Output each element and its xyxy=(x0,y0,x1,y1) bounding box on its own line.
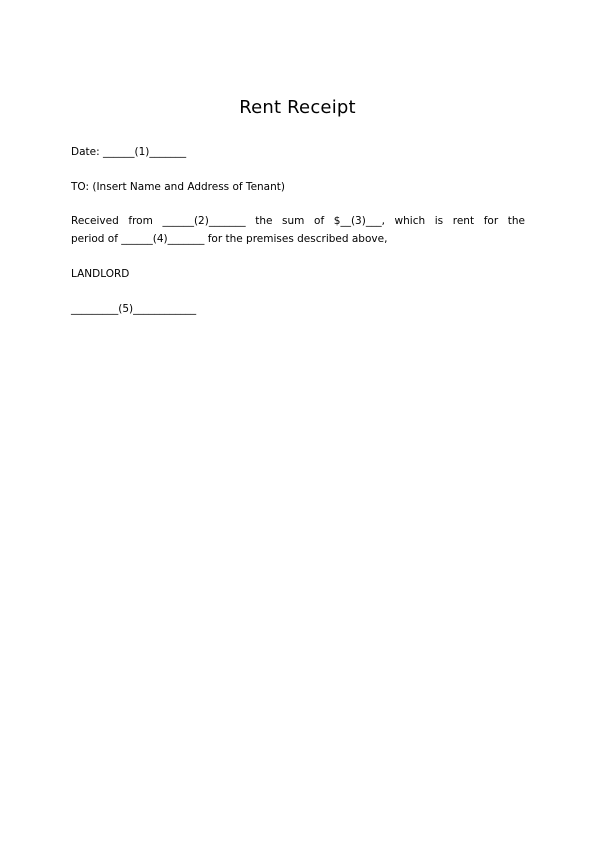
document-title: Rent Receipt xyxy=(239,97,356,118)
received-line-2: period of ______(4)_______ for the premises described above, xyxy=(71,233,388,245)
tenant-address-line: TO: (Insert Name and Address of Tenant) xyxy=(71,181,285,193)
signature-line: _________(5)____________ xyxy=(71,303,197,315)
received-line-1: Received from ______(2)_______ the sum of $__(3)___, which is rent for the xyxy=(71,215,525,227)
landlord-label: LANDLORD xyxy=(71,268,130,280)
received-paragraph xyxy=(71,212,525,248)
date-line: Date: ______(1)_______ xyxy=(71,146,187,158)
